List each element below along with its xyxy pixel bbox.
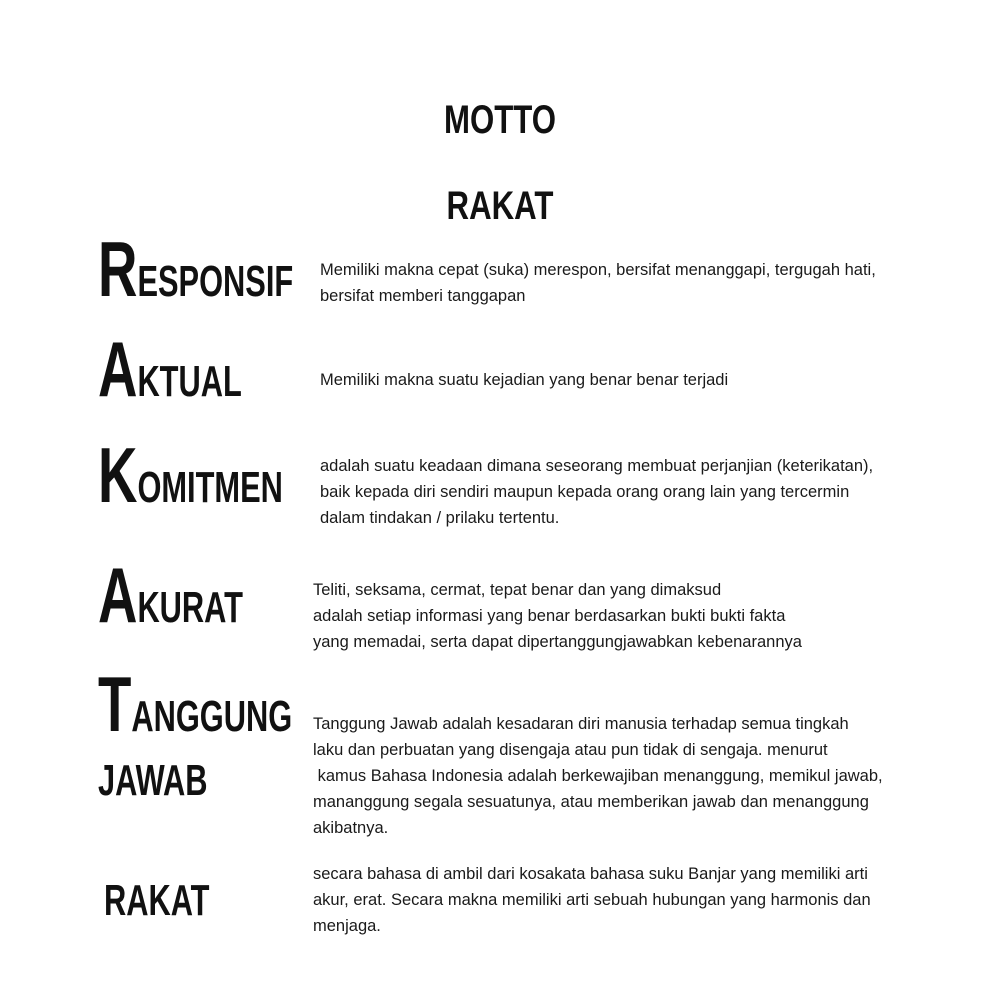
term-rest: ESPONSIF: [137, 257, 294, 306]
definition-line: akur, erat. Secara makna memiliki arti sebuah hubungan yang harmonis dan: [313, 891, 871, 909]
definition-line: Memiliki makna suatu kejadian yang benar benar terjadi: [320, 371, 729, 389]
definition-tanggung-jawab: [313, 711, 883, 841]
definition-line: akibatnya.: [313, 819, 389, 837]
term-initial: T: [98, 660, 132, 748]
definition-line: mananggung segala sesuatunya, atau memberikan jawab dan menanggung: [313, 793, 869, 811]
definition-akurat: [313, 577, 802, 655]
term-rest: ANGGUNG: [131, 692, 293, 741]
definition-line: yang memadai, serta dapat dipertanggungjawabkan kebenarannya: [313, 633, 802, 651]
term-second-line: JAWAB: [98, 756, 208, 805]
term-initial: A: [98, 325, 138, 413]
page-subtitle: RAKAT: [446, 184, 554, 228]
definition-line: baik kepada diri sendiri maupun kepada orang orang lain yang tercermin: [320, 483, 850, 501]
term-rakat: RAKAT: [104, 876, 210, 925]
term-tanggung-jawab: [98, 660, 293, 748]
definition-line: laku dan perbuatan yang disengaja atau pun tidak di sengaja. menurut: [313, 741, 828, 759]
term-rest: KURAT: [137, 583, 243, 632]
definition-aktual: [320, 367, 728, 393]
definition-line: dalam tindakan / prilaku tertentu.: [320, 509, 560, 527]
page-title: MOTTO: [443, 98, 557, 142]
term-aktual: [98, 325, 242, 413]
definition-responsif: [320, 257, 876, 309]
term-akurat: [98, 551, 243, 639]
term-initial: K: [98, 431, 138, 519]
definition-line: Teliti, seksama, cermat, tepat benar dan yang dimaksud: [313, 581, 722, 599]
term-initial: A: [98, 551, 138, 639]
term-komitmen: [98, 431, 283, 519]
definition-line: secara bahasa di ambil dari kosakata bahasa suku Banjar yang memiliki arti: [313, 865, 868, 883]
definition-line: bersifat memberi tanggapan: [320, 287, 526, 305]
definition-rakat: [313, 861, 871, 939]
definition-line: Memiliki makna cepat (suka) merespon, bersifat menanggapi, tergugah hati,: [320, 261, 876, 279]
term-rest: KTUAL: [137, 357, 242, 406]
definition-komitmen: [320, 453, 873, 531]
definition-line: Tanggung Jawab adalah kesadaran diri manusia terhadap semua tingkah: [313, 715, 849, 733]
definition-line: adalah suatu keadaan dimana seseorang membuat perjanjian (keterikatan),: [320, 457, 874, 475]
term-initial: R: [98, 225, 138, 313]
definition-line: menjaga.: [313, 917, 381, 935]
term-responsif: [98, 225, 294, 313]
term-rest: OMITMEN: [137, 463, 283, 512]
definition-line: kamus Bahasa Indonesia adalah berkewajiban menanggung, memikul jawab,: [313, 767, 883, 785]
definition-line: adalah setiap informasi yang benar berdasarkan bukti bukti fakta: [313, 607, 786, 625]
